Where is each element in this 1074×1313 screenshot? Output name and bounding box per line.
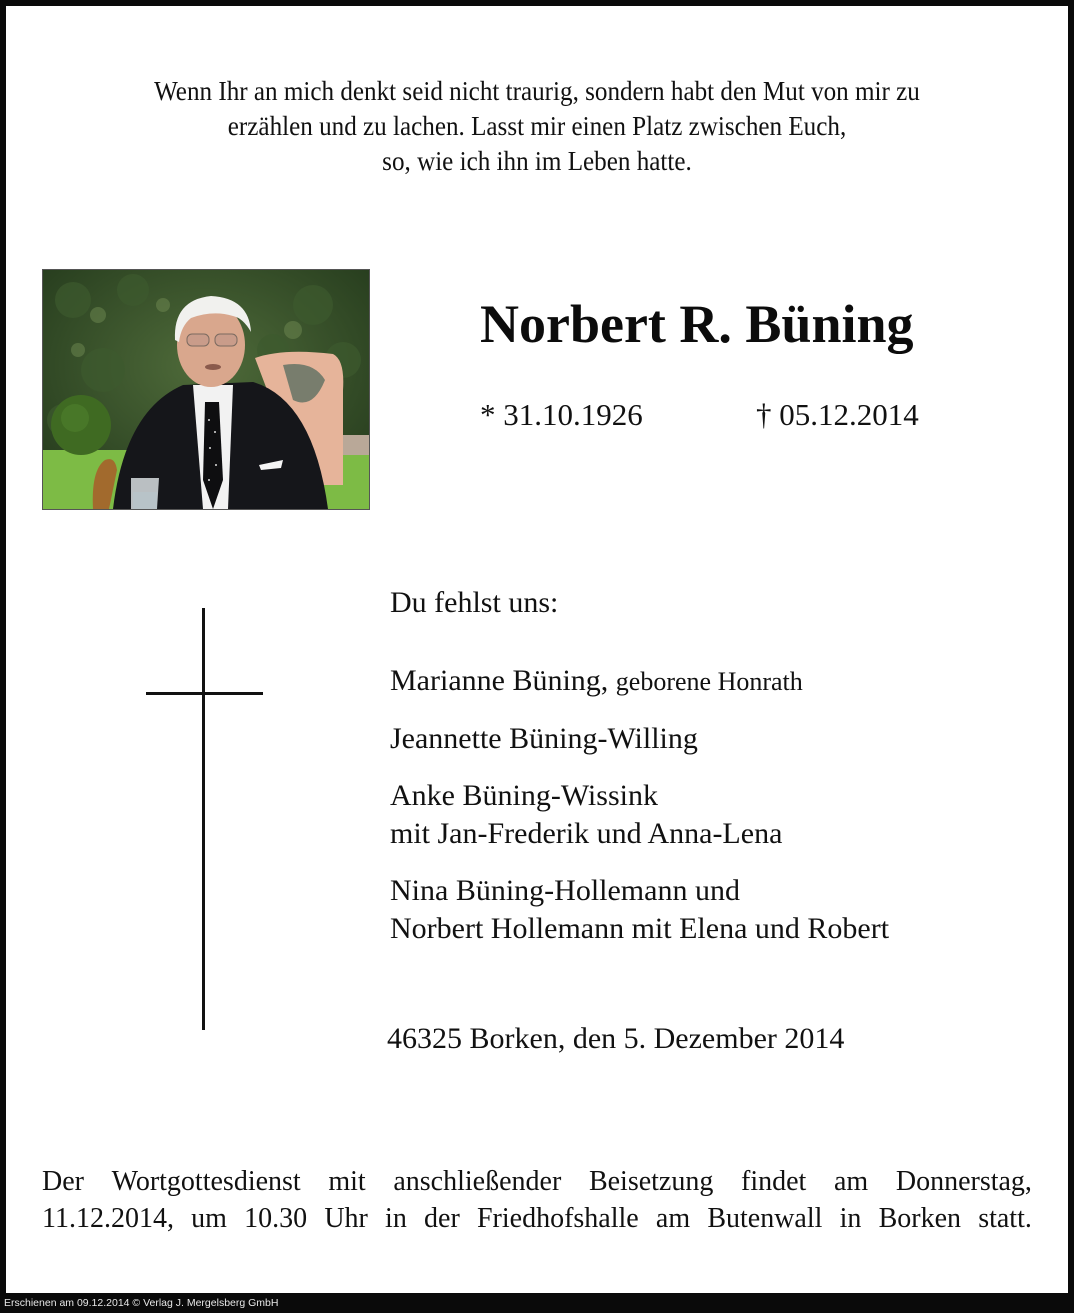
service-line [42, 1163, 1032, 1200]
portrait-photo [42, 269, 370, 510]
service-word: Wortgottesdienst [111, 1166, 301, 1197]
mourners-intro: Du fehlst uns: [390, 586, 559, 619]
obituary-notice [6, 6, 1068, 1293]
service-word: um [191, 1203, 227, 1234]
service-word: statt. [978, 1203, 1032, 1234]
cross-icon-crossbar [146, 692, 263, 695]
service-line [42, 1200, 1032, 1237]
service-word: 11.12.2014, [42, 1203, 174, 1234]
service-word: findet [741, 1166, 807, 1197]
service-word: Borken [878, 1203, 961, 1234]
mourner-name: Marianne Büning, [390, 664, 609, 697]
service-word: anschließender [393, 1166, 562, 1197]
place-and-date: 46325 Borken, den 5. Dezember 2014 [387, 1022, 845, 1055]
mourner-entry-detail: mit Jan-Frederik und Anna-Lena [390, 817, 783, 850]
service-word: Uhr [324, 1203, 368, 1234]
service-word: am [833, 1166, 869, 1197]
motto-quote [43, 74, 1031, 179]
portrait-image [43, 270, 369, 509]
service-info [42, 1163, 1032, 1237]
service-word: am [655, 1203, 691, 1234]
service-word: in [839, 1203, 862, 1234]
death-date: † 05.12.2014 [756, 397, 919, 432]
service-word: Butenwall [707, 1203, 823, 1234]
mourner-entry [390, 662, 803, 701]
birth-date: * 31.10.1926 [480, 397, 643, 432]
service-word: Der [42, 1166, 84, 1197]
mourner-entry-detail: Norbert Hollemann mit Elena und Robert [390, 912, 890, 945]
motto-line: erzählen und zu lachen. Lasst mir einen Platz zwischen Euch, [227, 111, 847, 141]
service-word: der [424, 1203, 460, 1234]
mourner-note: geborene Honrath [615, 667, 803, 696]
deceased-name: Norbert R. Büning [480, 294, 914, 354]
service-word: Donnerstag, [895, 1166, 1032, 1197]
service-word: Friedhofshalle [476, 1203, 639, 1234]
motto-line: so, wie ich ihn im Leben hatte. [382, 146, 692, 176]
service-word: in [385, 1203, 407, 1234]
mourner-entry: Anke Büning-Wissink [390, 779, 658, 812]
mourner-entry: Jeannette Büning-Willing [390, 722, 698, 755]
motto-line: Wenn Ihr an mich denkt seid nicht traurig, sondern habt den Mut von mir zu [154, 76, 920, 106]
cross-icon [202, 608, 205, 1030]
service-word: mit [328, 1166, 366, 1197]
mourner-entry: Nina Büning-Hollemann und [390, 874, 740, 907]
service-word: 10.30 [244, 1203, 308, 1234]
service-word: Beisetzung [588, 1166, 714, 1197]
publication-footer: Erschienen am 09.12.2014 © Verlag J. Mergelsberg GmbH [4, 1297, 279, 1309]
